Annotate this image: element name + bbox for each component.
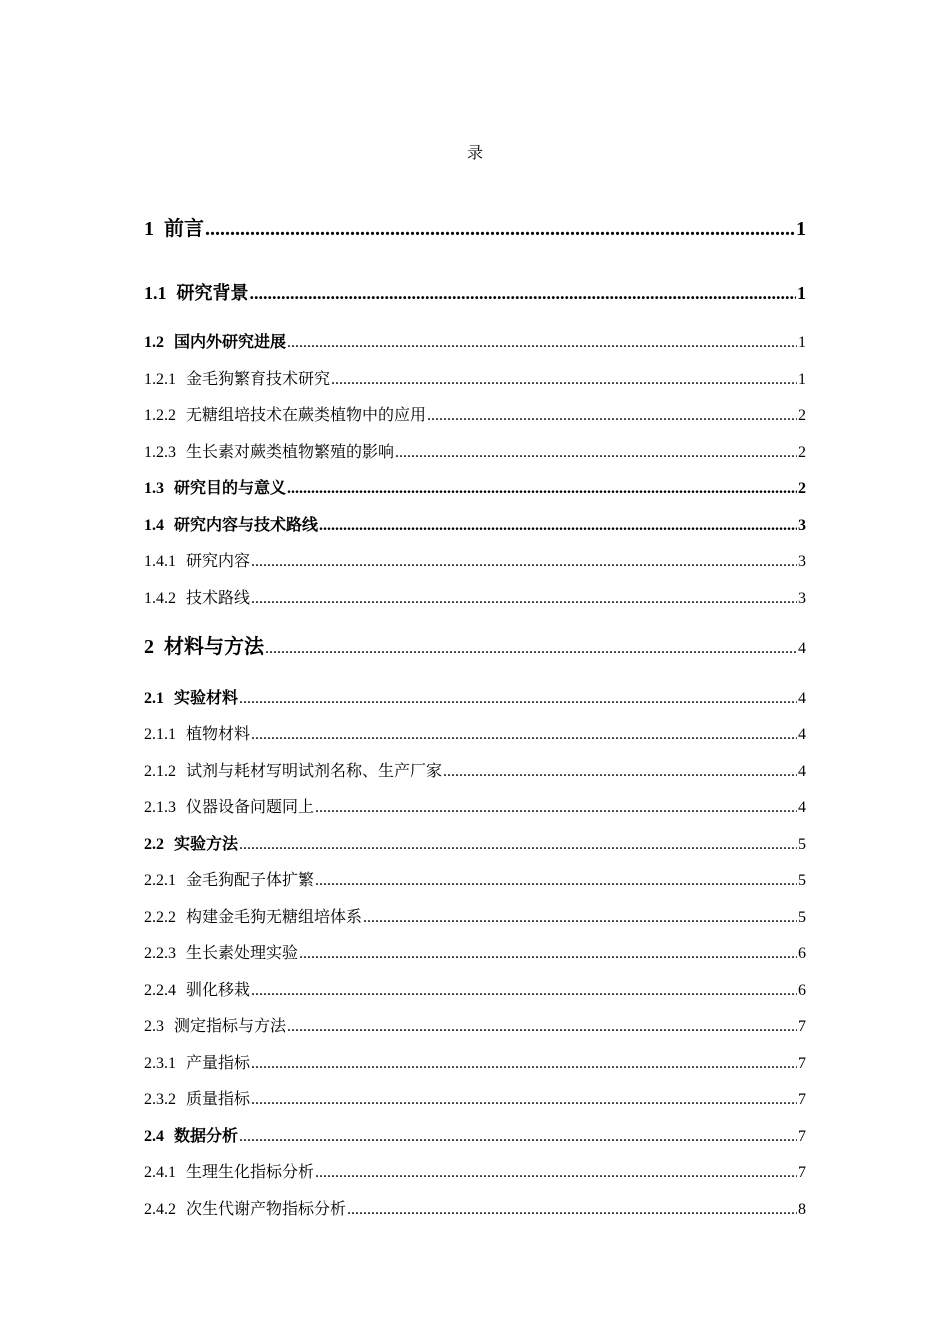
toc-entry-page: 4 bbox=[798, 640, 806, 657]
toc-entry-title: 植物材料 bbox=[186, 726, 251, 743]
toc-entry-number: 2.2.4 bbox=[144, 982, 176, 999]
toc-entry[interactable] bbox=[144, 1159, 806, 1182]
toc-entry-title: 研究内容 bbox=[186, 553, 251, 570]
toc-leader bbox=[239, 1128, 797, 1146]
toc-entry-page: 7 bbox=[798, 1128, 806, 1145]
toc-entry-page: 5 bbox=[798, 872, 806, 889]
toc-leader bbox=[205, 218, 795, 241]
toc-entry[interactable] bbox=[144, 512, 806, 535]
toc-entry-title: 研究目的与意义 bbox=[174, 480, 287, 497]
toc-entry-title: 金毛狗繁育技术研究 bbox=[186, 371, 331, 388]
toc-entry-page: 4 bbox=[798, 726, 806, 743]
toc-entry-title: 研究背景 bbox=[176, 283, 249, 303]
toc-entry-number: 2.2 bbox=[144, 836, 164, 853]
toc-entry[interactable] bbox=[144, 794, 806, 817]
toc-entry-number: 2.4.2 bbox=[144, 1201, 176, 1218]
toc-entry-page: 7 bbox=[798, 1164, 806, 1181]
toc-entry-number: 2.3.2 bbox=[144, 1091, 176, 1108]
toc-entry-page: 7 bbox=[798, 1055, 806, 1072]
toc-entry-page: 7 bbox=[798, 1091, 806, 1108]
toc-entry-title: 技术路线 bbox=[186, 590, 251, 607]
toc-entry[interactable] bbox=[144, 867, 806, 890]
toc-entry-page: 5 bbox=[798, 909, 806, 926]
toc-leader bbox=[363, 909, 797, 927]
toc-leader bbox=[347, 1201, 797, 1219]
toc-entry-page: 1 bbox=[798, 334, 806, 351]
toc-title: 录 bbox=[466, 145, 483, 162]
toc-entry-title: 试剂与耗材写明试剂名称、生产厂家 bbox=[186, 763, 443, 780]
toc-leader bbox=[251, 1055, 797, 1073]
toc-entry-page: 8 bbox=[798, 1201, 806, 1218]
toc-entry[interactable] bbox=[144, 1196, 806, 1219]
toc-entry-title: 数据分析 bbox=[174, 1128, 239, 1145]
toc-entry-number: 2.2.3 bbox=[144, 945, 176, 962]
toc-leader bbox=[251, 553, 797, 571]
toc-entry[interactable] bbox=[144, 366, 806, 389]
toc-entry-title: 前言 bbox=[164, 218, 204, 240]
toc-leader bbox=[239, 690, 797, 708]
toc-entry-title: 生理生化指标分析 bbox=[186, 1164, 315, 1181]
toc-entry-title: 生长素处理实验 bbox=[186, 945, 299, 962]
toc-entry[interactable] bbox=[144, 548, 806, 571]
toc-leader bbox=[287, 334, 797, 352]
toc-entry-number: 2 bbox=[144, 636, 154, 658]
toc-leader bbox=[331, 371, 797, 389]
toc-entry-number: 1.2 bbox=[144, 334, 164, 351]
toc-entry-number: 1.2.3 bbox=[144, 444, 176, 461]
toc-leader bbox=[265, 640, 797, 658]
toc-entry[interactable] bbox=[144, 940, 806, 963]
toc-entry[interactable] bbox=[144, 758, 806, 781]
toc-entry-number: 1.4.1 bbox=[144, 553, 176, 570]
toc-entry-title: 测定指标与方法 bbox=[174, 1018, 287, 1035]
toc-entry-title: 实验方法 bbox=[174, 836, 239, 853]
toc-entry[interactable] bbox=[144, 685, 806, 708]
toc-entry-number: 2.1.1 bbox=[144, 726, 176, 743]
toc-entry-page: 2 bbox=[798, 444, 806, 461]
toc-entry-page: 6 bbox=[798, 982, 806, 999]
toc-entry-page: 1 bbox=[796, 218, 806, 240]
toc-entry-number: 2.2.1 bbox=[144, 872, 176, 889]
toc-entry-number: 2.1 bbox=[144, 690, 164, 707]
toc-leader bbox=[251, 982, 797, 1000]
toc-entry-number: 1.4 bbox=[144, 517, 164, 534]
toc-entry-title: 质量指标 bbox=[186, 1091, 251, 1108]
toc-entry-number: 1.3 bbox=[144, 480, 164, 497]
toc-leader bbox=[239, 836, 797, 854]
toc-leader bbox=[443, 763, 797, 781]
toc-entry-title: 无糖组培技术在蕨类植物中的应用 bbox=[186, 407, 427, 424]
toc-entry-page: 3 bbox=[798, 517, 806, 534]
toc-leader bbox=[250, 283, 797, 304]
toc-entry-number: 1.1 bbox=[144, 283, 167, 303]
toc-entry-title: 驯化移栽 bbox=[186, 982, 251, 999]
toc-entry-title: 仪器设备问题同上 bbox=[186, 799, 315, 816]
toc-leader bbox=[427, 407, 797, 425]
toc-leader bbox=[299, 945, 797, 963]
toc-leader bbox=[315, 872, 797, 890]
toc-leader bbox=[251, 1091, 797, 1109]
toc-entry-page: 2 bbox=[798, 407, 806, 424]
toc-entry[interactable] bbox=[144, 402, 806, 425]
toc-entry-page: 2 bbox=[798, 480, 806, 497]
toc-entry-number: 2.4.1 bbox=[144, 1164, 176, 1181]
toc-entry-title: 产量指标 bbox=[186, 1055, 251, 1072]
toc-leader bbox=[395, 444, 797, 462]
toc-entry[interactable] bbox=[144, 475, 806, 498]
toc-entry[interactable] bbox=[144, 904, 806, 927]
toc-entry-page: 6 bbox=[798, 945, 806, 962]
toc-leader bbox=[287, 1018, 797, 1036]
toc-entry-page: 3 bbox=[798, 553, 806, 570]
toc-entry[interactable] bbox=[144, 630, 806, 659]
toc-entry[interactable] bbox=[144, 329, 806, 352]
toc-entry[interactable] bbox=[144, 1086, 806, 1109]
toc-entry-title: 生长素对蕨类植物繁殖的影响 bbox=[186, 444, 395, 461]
toc-entry[interactable] bbox=[144, 1050, 806, 1073]
toc-entry[interactable] bbox=[144, 439, 806, 462]
toc-entry[interactable] bbox=[144, 585, 806, 608]
toc-entry-page: 3 bbox=[798, 590, 806, 607]
toc-entry-page: 4 bbox=[798, 763, 806, 780]
toc-entry-number: 2.1.3 bbox=[144, 799, 176, 816]
toc-entry[interactable] bbox=[144, 1013, 806, 1036]
toc-entry-number: 1 bbox=[144, 218, 154, 240]
toc-entry-title: 国内外研究进展 bbox=[174, 334, 287, 351]
toc-entry-title: 金毛狗配子体扩繁 bbox=[186, 872, 315, 889]
toc-entry-number: 2.3.1 bbox=[144, 1055, 176, 1072]
toc-entry-page: 4 bbox=[798, 799, 806, 816]
toc-entry-number: 2.3 bbox=[144, 1018, 164, 1035]
toc-entry[interactable] bbox=[144, 977, 806, 1000]
toc-entry[interactable] bbox=[144, 212, 806, 241]
toc-entry-title: 实验材料 bbox=[174, 690, 239, 707]
toc-entry-number: 1.2.2 bbox=[144, 407, 176, 424]
toc-entry-page: 1 bbox=[797, 283, 806, 303]
toc-entry-number: 1.4.2 bbox=[144, 590, 176, 607]
toc-leader bbox=[319, 517, 797, 535]
toc-entry-number: 2.4 bbox=[144, 1128, 164, 1145]
toc-entry-number: 2.2.2 bbox=[144, 909, 176, 926]
toc-leader bbox=[251, 726, 797, 744]
toc-entry-number: 2.1.2 bbox=[144, 763, 176, 780]
toc-entry-number: 1.2.1 bbox=[144, 371, 176, 388]
toc-entry-title: 次生代谢产物指标分析 bbox=[186, 1201, 347, 1218]
toc-leader bbox=[315, 799, 797, 817]
toc-entry-title: 研究内容与技术路线 bbox=[174, 517, 319, 534]
toc-entry[interactable] bbox=[144, 1123, 806, 1146]
toc-entry[interactable] bbox=[144, 279, 806, 305]
toc-leader bbox=[251, 590, 797, 608]
toc-entry-title: 材料与方法 bbox=[164, 636, 264, 658]
toc-entry-page: 4 bbox=[798, 690, 806, 707]
toc-leader bbox=[315, 1164, 797, 1182]
toc-leader bbox=[287, 480, 797, 498]
toc-entry[interactable] bbox=[144, 721, 806, 744]
toc-entry-page: 5 bbox=[798, 836, 806, 853]
toc-entry-page: 1 bbox=[798, 371, 806, 388]
toc-entry-page: 7 bbox=[798, 1018, 806, 1035]
toc-entry[interactable] bbox=[144, 831, 806, 854]
toc-entry-title: 构建金毛狗无糖组培体系 bbox=[186, 909, 363, 926]
